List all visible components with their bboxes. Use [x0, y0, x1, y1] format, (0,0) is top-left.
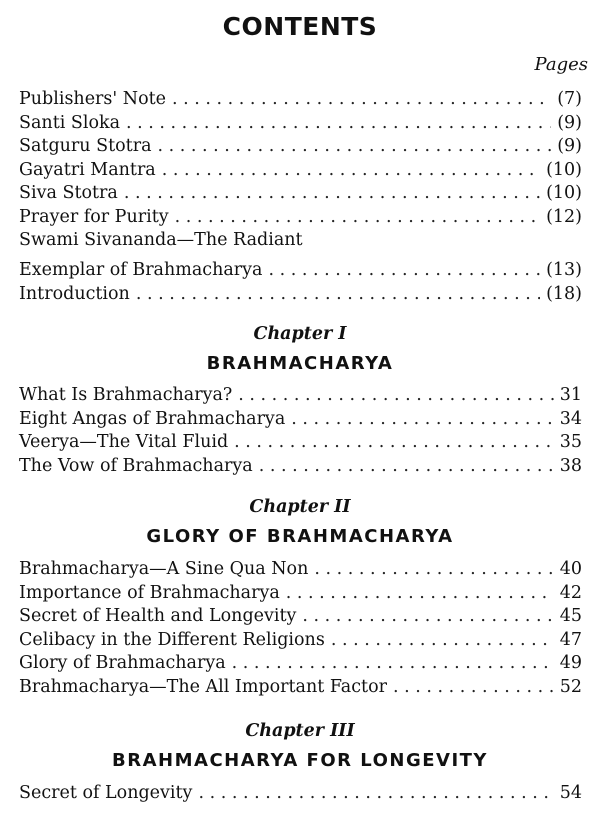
toc-entry-page: 35 [559, 432, 582, 452]
toc-entry-page: (7) [557, 89, 582, 109]
leader-dots [175, 207, 540, 227]
toc-entry-page: 42 [559, 582, 582, 603]
leader-dots [314, 559, 553, 579]
toc-entry[interactable] [19, 606, 582, 630]
leader-dots [286, 583, 554, 603]
page-title: CONTENTS [222, 12, 378, 41]
toc-entry[interactable] [19, 432, 582, 456]
chapter-label: Chapter II [249, 497, 351, 517]
toc-entry-first-line[interactable] [19, 230, 582, 260]
toc-entry-title: Siva Stotra [19, 183, 118, 203]
toc-entry-title: Introduction [19, 283, 130, 304]
toc-entry[interactable] [19, 630, 582, 654]
front-matter-list [19, 89, 582, 307]
chapter-1-list [19, 385, 582, 479]
toc-entry[interactable] [19, 136, 582, 160]
toc-entry-title: Santi Sloka [19, 112, 121, 133]
leader-dots [238, 385, 553, 405]
toc-entry[interactable] [19, 284, 582, 308]
pages-column-label: Pages [534, 54, 588, 75]
toc-entry-page: (13) [546, 260, 582, 280]
chapter-label: Chapter III [245, 721, 355, 741]
leader-dots [331, 630, 554, 650]
leader-dots [198, 783, 553, 803]
toc-entry-page: 45 [559, 606, 582, 626]
toc-entry[interactable] [19, 783, 582, 807]
toc-entry-page: 31 [559, 385, 582, 405]
toc-entry-title: Veerya—The Vital Fluid [19, 432, 229, 452]
toc-entry-page: 40 [559, 559, 582, 579]
chapter-2-list [19, 559, 582, 700]
toc-entry[interactable] [19, 385, 582, 409]
toc-entry-title: Swami Sivananda—The Radiant [19, 230, 303, 250]
toc-entry-page: (18) [546, 283, 582, 304]
toc-entry-page: (12) [546, 206, 582, 227]
toc-entry-title: Glory of Brahmacharya [19, 653, 226, 673]
toc-entry[interactable] [19, 207, 582, 231]
toc-entry[interactable] [19, 89, 582, 113]
toc-entry[interactable] [19, 409, 582, 433]
leader-dots [172, 89, 551, 109]
toc-entry-title: Prayer for Purity [19, 206, 169, 227]
toc-entry-title: Secret of Health and Longevity [19, 606, 297, 626]
toc-entry-title: The Vow of Brahmacharya [19, 455, 253, 476]
chapter-title: GLORY OF BRAHMACHARYA [146, 526, 454, 547]
toc-entry-page: 47 [559, 629, 582, 650]
leader-dots [136, 284, 540, 304]
toc-entry[interactable] [19, 653, 582, 677]
toc-entry-title: Brahmacharya—The All Important Factor [19, 676, 387, 697]
leader-dots [302, 606, 553, 626]
chapter-label: Chapter I [253, 324, 347, 344]
toc-entry-page: (10) [546, 159, 582, 180]
toc-entry-page: (9) [557, 112, 582, 133]
chapter-title: BRAHMACHARYA FOR LONGEVITY [112, 750, 488, 771]
chapter-3-list [19, 783, 582, 807]
leader-dots [291, 409, 553, 429]
toc-entry-title: Gayatri Mantra [19, 159, 156, 180]
toc-entry-page: (9) [557, 136, 582, 156]
toc-entry-title: Exemplar of Brahmacharya [19, 260, 263, 280]
toc-entry[interactable] [19, 583, 582, 607]
toc-entry[interactable] [19, 677, 582, 701]
leader-dots [232, 653, 554, 673]
leader-dots [259, 456, 554, 476]
leader-dots [234, 432, 554, 452]
leader-dots [124, 183, 540, 203]
toc-entry-title: Celibacy in the Different Religions [19, 629, 325, 650]
toc-entry-page: 54 [559, 783, 582, 803]
toc-entry[interactable] [19, 260, 582, 284]
toc-entry[interactable] [19, 183, 582, 207]
toc-entry-page: 52 [559, 676, 582, 697]
chapter-title: BRAHMACHARYA [206, 353, 394, 374]
toc-entry[interactable] [19, 456, 582, 480]
toc-entry-title: Secret of Longevity [19, 783, 193, 803]
toc-entry-page: (10) [546, 183, 582, 203]
leader-dots [268, 260, 540, 280]
leader-dots [393, 677, 554, 697]
toc-entry-title: Eight Angas of Brahmacharya [19, 408, 286, 429]
leader-dots [158, 136, 552, 156]
toc-entry[interactable] [19, 160, 582, 184]
toc-entry-page: 38 [559, 455, 582, 476]
toc-entry-page: 34 [559, 408, 582, 429]
toc-entry-title: Satguru Stotra [19, 136, 152, 156]
toc-entry-title: What Is Brahmacharya? [19, 385, 233, 405]
toc-entry-title: Publishers' Note [19, 89, 167, 109]
toc-entry-title: Importance of Brahmacharya [19, 582, 280, 603]
toc-entry-title: Brahmacharya—A Sine Qua Non [19, 559, 309, 579]
toc-entry[interactable] [19, 559, 582, 583]
leader-dots [126, 113, 551, 133]
toc-entry-page: 49 [559, 653, 582, 673]
toc-entry[interactable] [19, 113, 582, 137]
leader-dots [162, 160, 540, 180]
